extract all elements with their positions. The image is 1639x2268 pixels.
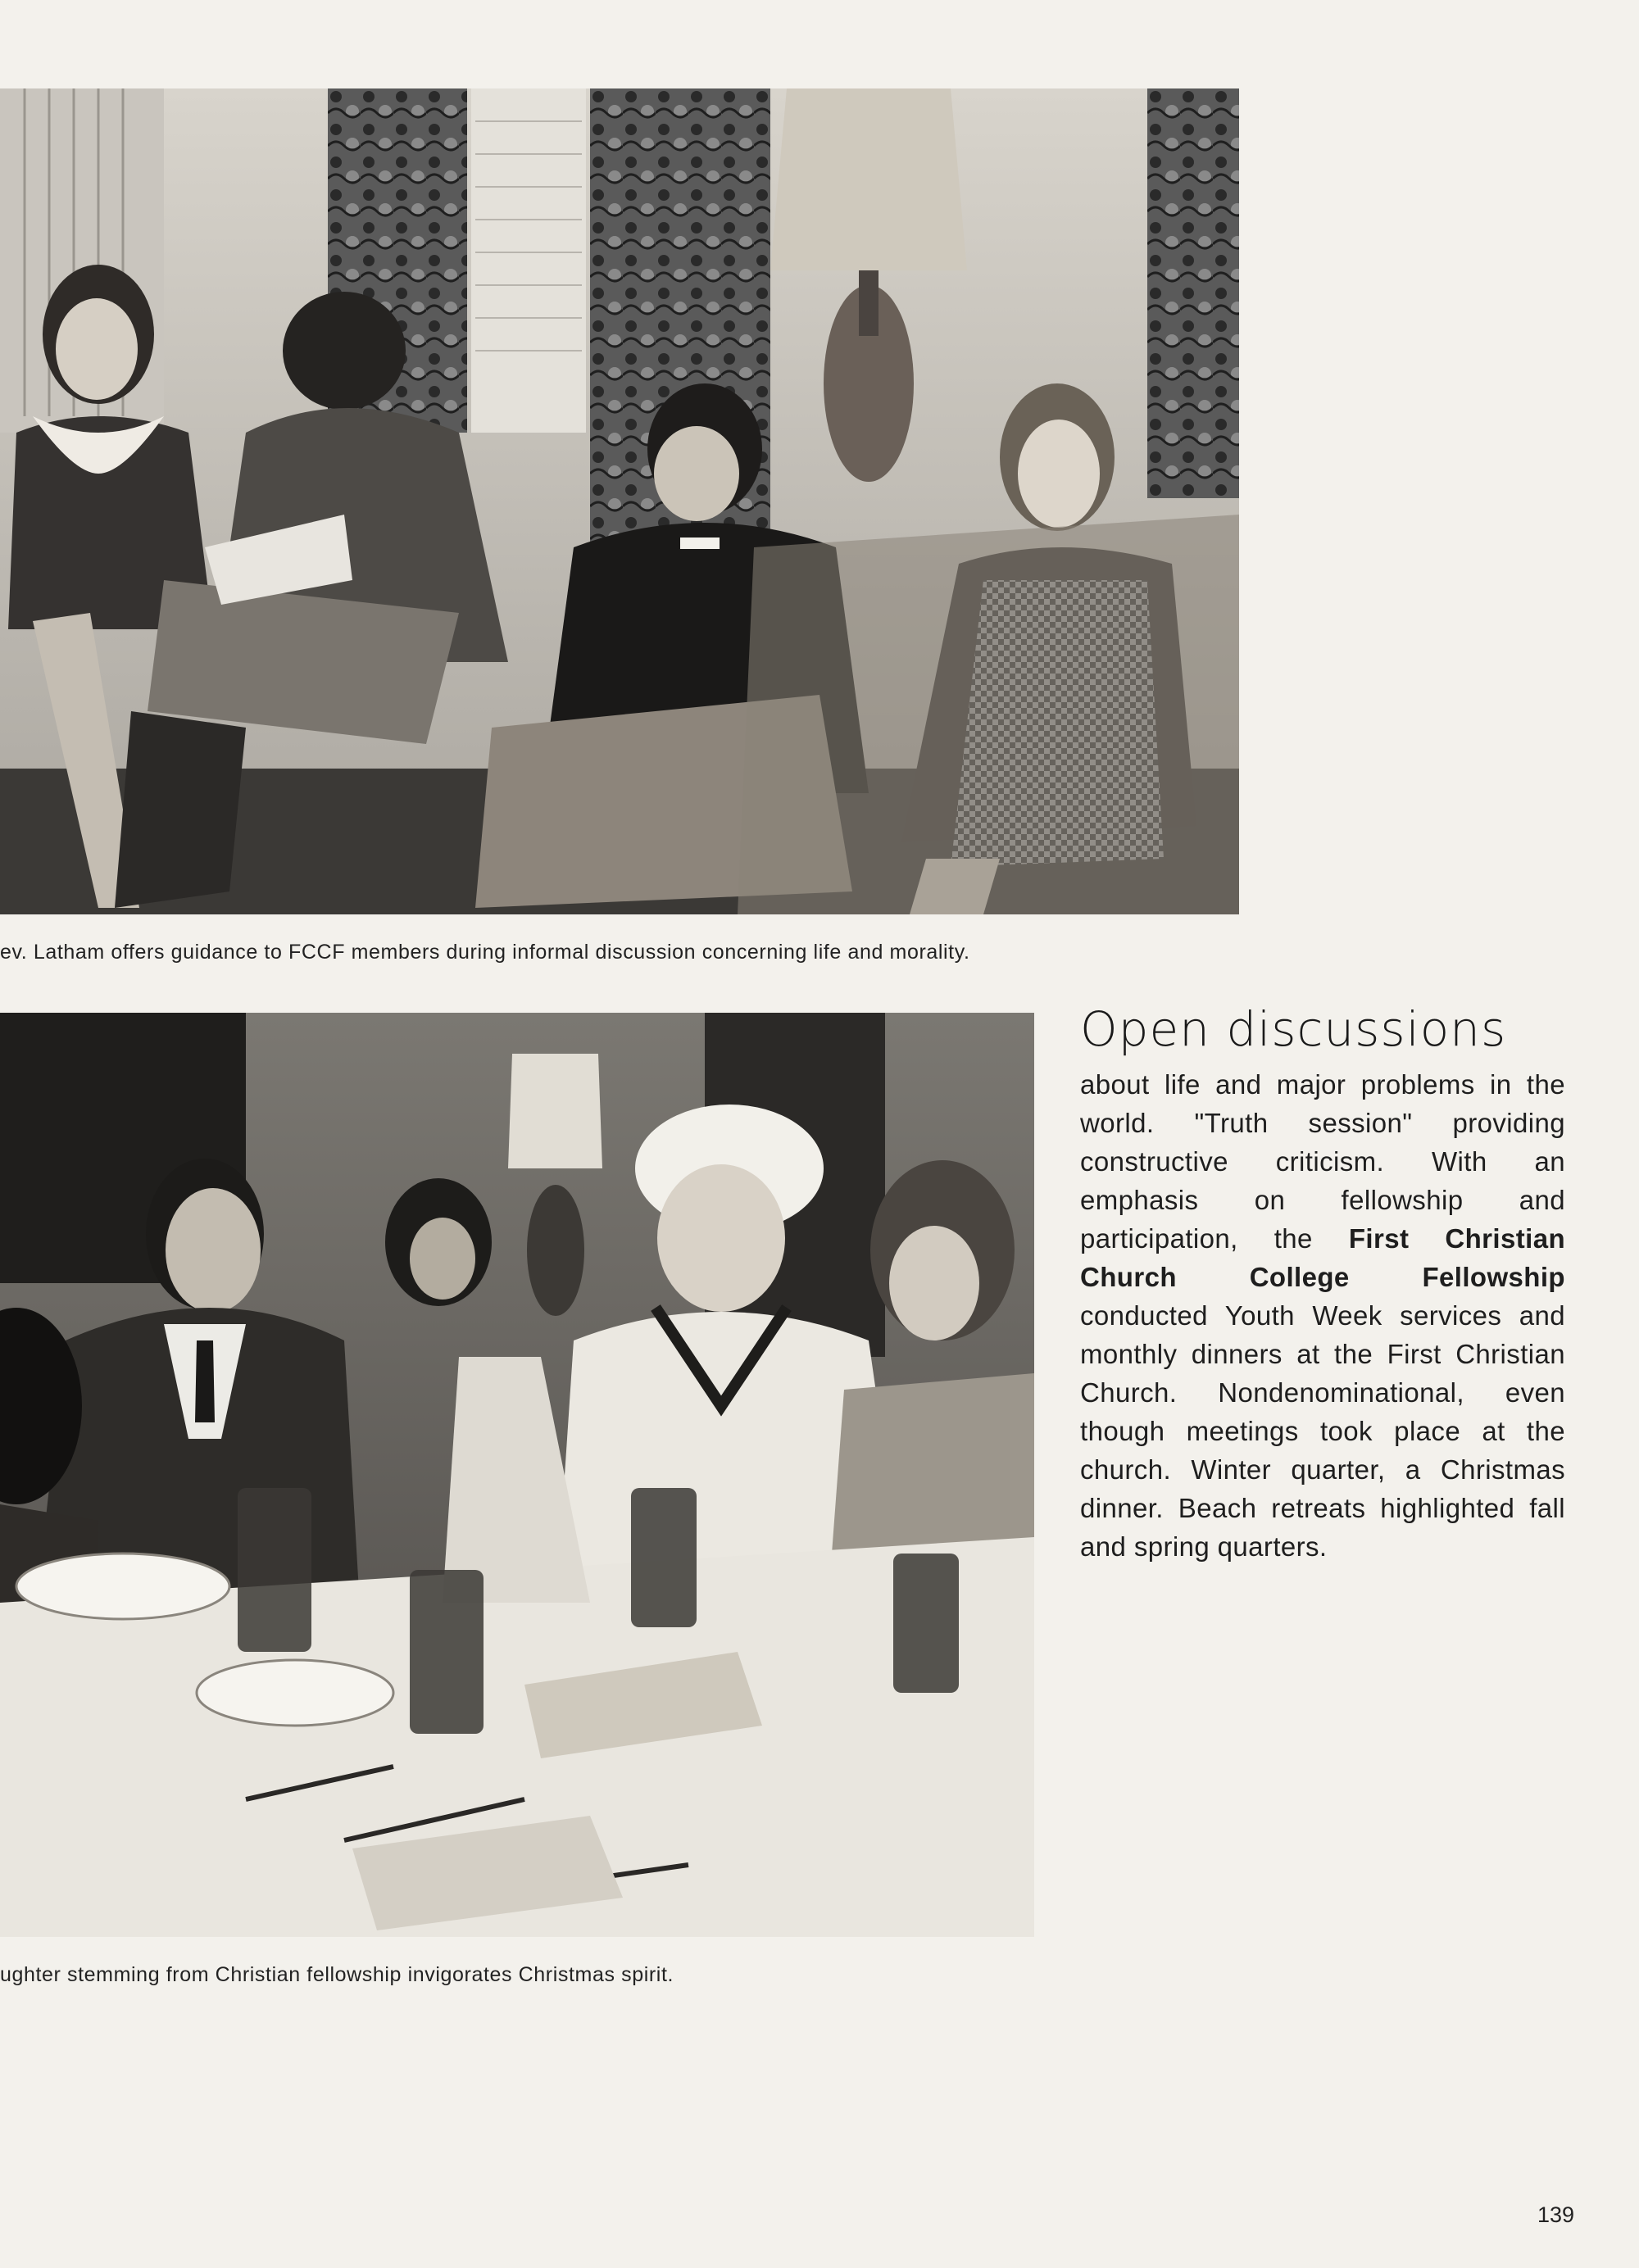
- page-number: 139: [1537, 2202, 1575, 2227]
- discussion-photo-caption: ev. Latham offers guidance to FCCF members during informal discussion concerning life and morality.: [0, 941, 970, 964]
- article-body-organization: First Christian Church College Fellowship: [1080, 1223, 1566, 1292]
- discussion-photo: [0, 88, 1239, 914]
- dinner-photo-image: [0, 1013, 1034, 1937]
- article-body-text-1: about life and major problems in the world. "Truth session" providing constructive criticism. With an emphasis on fellowship and participation, the: [1080, 1069, 1565, 1254]
- article-headline: Open discussions: [1080, 1001, 1507, 1057]
- article-body: [1080, 1065, 1565, 1566]
- article-body-text-2: conducted Youth Week services and monthly dinners at the First Christian Church. Nondenominational, even though meetings took place at the church. Winter quarter, a Christmas dinner. Beach retreats highlighted fall and spring quarters.: [1080, 1300, 1565, 1562]
- discussion-photo-image: [0, 88, 1239, 914]
- dinner-photo: [0, 1013, 1034, 1937]
- dinner-photo-caption: ughter stemming from Christian fellowship invigorates Christmas spirit.: [0, 1963, 674, 1986]
